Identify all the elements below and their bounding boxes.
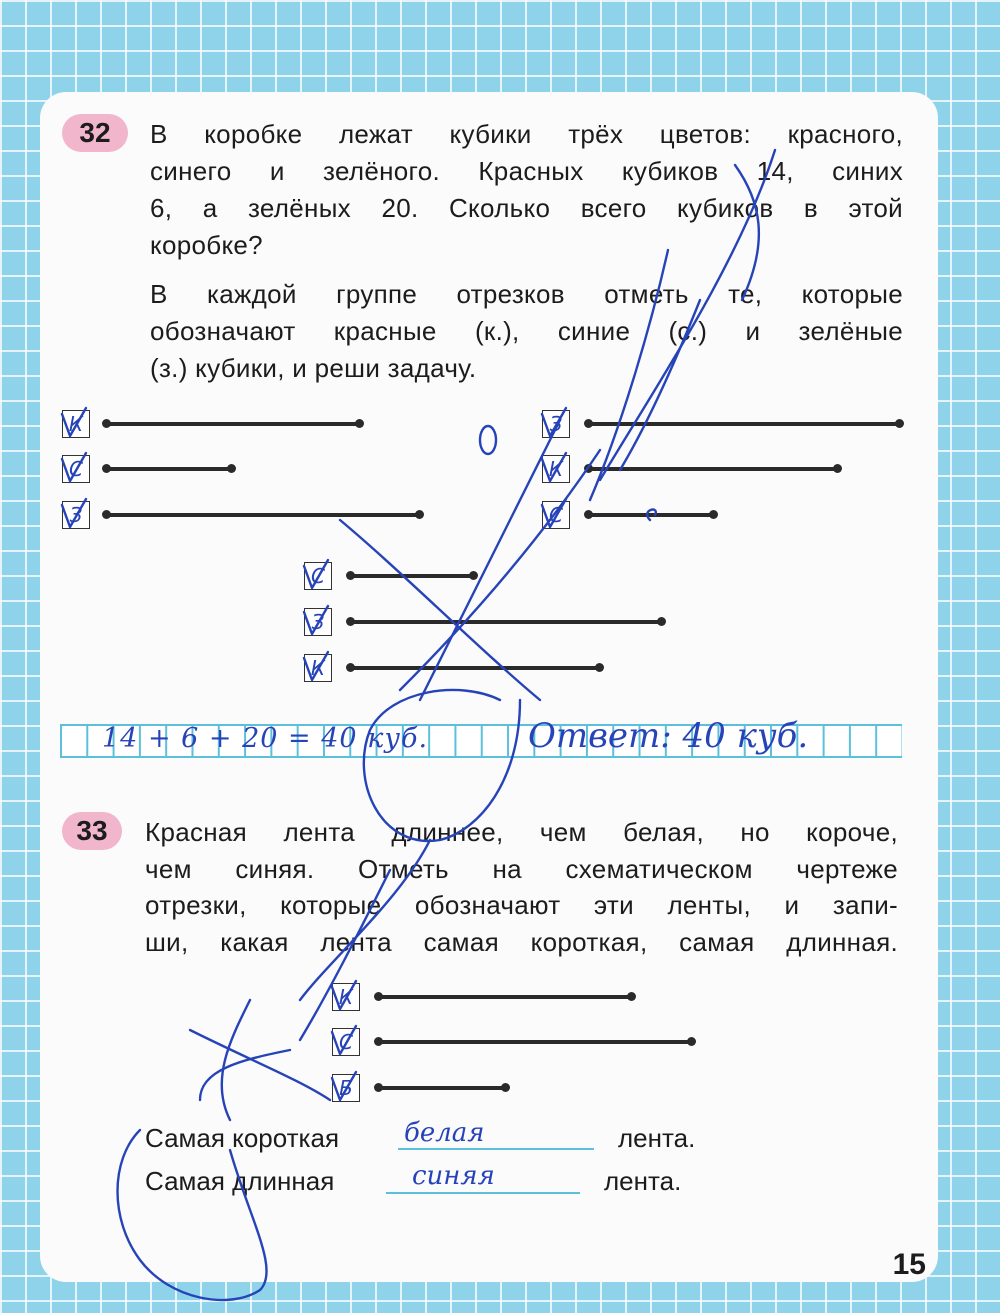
task-32-instruction-line: В каждой группе отрезков отметь те, которые <box>150 279 903 309</box>
task-33-text-line: чем синяя. Отметь на схематическом чертеже <box>145 854 898 884</box>
segment-line <box>378 995 632 999</box>
task-33-text-line: Красная лента длиннее, чем белая, но короче, <box>145 817 898 847</box>
task-32-instruction-line: (з.) кубики, и реши задачу. <box>150 353 477 383</box>
segment-checkbox[interactable]: Б <box>332 1074 360 1102</box>
segment-checkbox[interactable]: З <box>62 501 90 529</box>
task-33-text-line: отрезки, которые обозначают эти ленты, и запи- <box>145 890 898 920</box>
segment-checkbox[interactable]: С <box>542 501 570 529</box>
longest-answer-prefix: Самая длинная <box>145 1166 335 1196</box>
task-33-number: 33 <box>62 812 122 850</box>
segment-line <box>106 467 232 471</box>
page-number: 15 <box>892 1248 926 1281</box>
segment-checkbox[interactable]: З <box>304 608 332 636</box>
segment-line <box>350 620 662 624</box>
segment-line <box>350 574 474 578</box>
segment-line <box>350 666 600 670</box>
segment-line <box>588 467 838 471</box>
task-32-text-line: синего и зелёного. Красных кубиков 14, синих <box>150 156 903 186</box>
segment-line <box>106 422 360 426</box>
longest-answer-handwritten: синяя <box>412 1161 495 1191</box>
task-33-text-line: ши, какая лента самая короткая, самая длинная. <box>145 927 898 957</box>
segment-line <box>378 1040 692 1044</box>
task-32-text-line: В коробке лежат кубики трёх цветов: красного, <box>150 119 903 149</box>
segment-checkbox[interactable]: З <box>542 410 570 438</box>
segment-checkbox[interactable]: К <box>542 455 570 483</box>
task-32-instruction-line: обозначают красные (к.), синие (с.) и зелёные <box>150 316 903 346</box>
segment-checkbox[interactable]: К <box>304 654 332 682</box>
segment-checkbox[interactable]: К <box>62 410 90 438</box>
segment-checkbox[interactable]: С <box>304 562 332 590</box>
task-32-text-line: коробке? <box>150 230 263 260</box>
solution-handwritten: 14 + 6 + 20 = 40 куб. <box>102 723 429 754</box>
segment-line <box>588 422 900 426</box>
task-32-number: 32 <box>62 114 128 152</box>
shortest-answer-prefix: Самая короткая <box>145 1123 340 1153</box>
page-card <box>40 92 938 1282</box>
shortest-answer-handwritten: белая <box>404 1118 485 1148</box>
segment-checkbox[interactable]: К <box>332 983 360 1011</box>
longest-answer-suffix: лента. <box>604 1166 682 1196</box>
segment-checkbox[interactable]: С <box>62 455 90 483</box>
segment-line <box>588 513 714 517</box>
segment-line <box>106 513 420 517</box>
answer-handwritten: Ответ: 40 куб. <box>528 716 809 756</box>
segment-line <box>378 1086 506 1090</box>
segment-checkbox[interactable]: С <box>332 1028 360 1056</box>
shortest-answer-suffix: лента. <box>618 1123 696 1153</box>
task-32-text-line: 6, а зелёных 20. Сколько всего кубиков в этой <box>150 193 903 223</box>
